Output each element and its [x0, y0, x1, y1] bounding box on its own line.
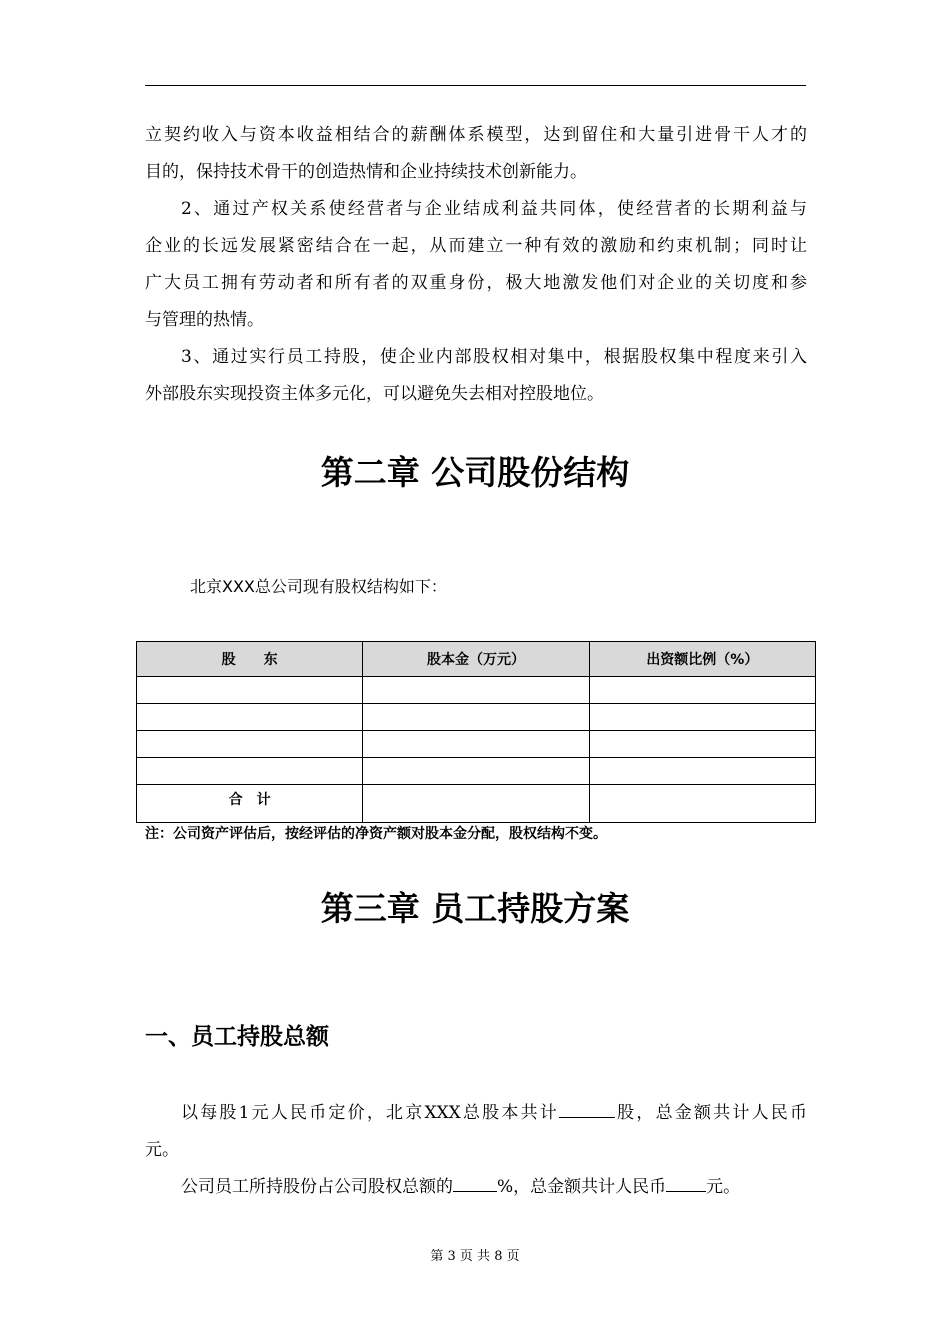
table-cell	[363, 704, 589, 731]
text-line: 立契约收入与资本收益相结合的薪酬体系模型，达到留住和大量引进骨干人才的	[145, 125, 807, 145]
percentage-blank	[453, 1173, 497, 1192]
table-cell	[363, 785, 589, 823]
employee-amount-text: %，总金额共计人民币	[497, 1177, 667, 1197]
text-line: 企业的长远发展紧密结合在一起，从而建立一种有效的激励和约束机制；同时让	[145, 236, 807, 256]
employee-share-text: 公司员工所持股份占公司股权总额的	[181, 1177, 453, 1197]
page-number: 第 3 页 共 8 页	[430, 1249, 520, 1264]
table-cell	[137, 704, 363, 731]
table-cell	[589, 731, 815, 758]
section-title: 一、员工持股总额	[145, 1024, 329, 1050]
header-capital: 股本金（万元）	[363, 642, 589, 677]
text-line: 目的，保持技术骨干的创造热情和企业持续技术创新能力。	[145, 162, 587, 182]
text-line: 广大员工拥有劳动者和所有者的双重身份，极大地激发他们对企业的关切度和参	[145, 273, 807, 293]
table-cell	[363, 731, 589, 758]
header-shareholder: 股 东	[137, 642, 363, 677]
section1-text	[145, 117, 807, 413]
header-rule	[145, 85, 806, 86]
table-cell	[137, 677, 363, 704]
table-header-row	[137, 642, 816, 677]
text-line: 外部股东实现投资主体多元化，可以避免失去相对控股地位。	[145, 384, 604, 404]
table-row	[137, 704, 816, 731]
table-cell	[137, 731, 363, 758]
table-cell	[589, 758, 815, 785]
text-line: 2、通过产权关系使经营者与企业结成利益共同体，使经营者的长期利益与	[181, 199, 807, 219]
table-cell	[363, 758, 589, 785]
text-line	[145, 1095, 807, 1132]
text-line	[145, 1169, 807, 1206]
text-line: 与管理的热情。	[145, 310, 264, 330]
equity-structure-table	[136, 641, 816, 823]
share-price-text: 以每股1元人民币定价，北京XXX总股本共计	[181, 1103, 559, 1123]
table-cell	[589, 704, 815, 731]
share-total-paragraph	[145, 1095, 807, 1206]
table-cell	[363, 677, 589, 704]
table-cell	[589, 677, 815, 704]
total-label: 合 计	[137, 785, 363, 823]
chapter-2-title: 第二章 公司股份结构	[320, 453, 630, 492]
equity-intro: 北京XXX总公司现有股权结构如下：	[190, 577, 447, 596]
yuan-text: 元。	[706, 1177, 741, 1197]
table-row	[137, 758, 816, 785]
table-note: 注：公司资产评估后，按经评估的净资产额对股本金分配，股权结构不变。	[145, 826, 607, 842]
table-row	[137, 677, 816, 704]
text-line: 元。	[145, 1140, 179, 1160]
table-row	[137, 731, 816, 758]
table-cell	[137, 758, 363, 785]
text-line: 3、通过实行员工持股，使企业内部股权相对集中，根据股权集中程度来引入	[181, 347, 807, 367]
chapter-3-title: 第三章 员工持股方案	[320, 889, 630, 928]
total-shares-blank	[559, 1099, 615, 1118]
amount-blank	[666, 1173, 706, 1192]
share-total-text: 股，总金额共计人民币	[614, 1103, 808, 1123]
header-ratio: 出资额比例（%）	[589, 642, 815, 677]
table-total-row	[137, 785, 816, 823]
table-cell	[589, 785, 815, 823]
